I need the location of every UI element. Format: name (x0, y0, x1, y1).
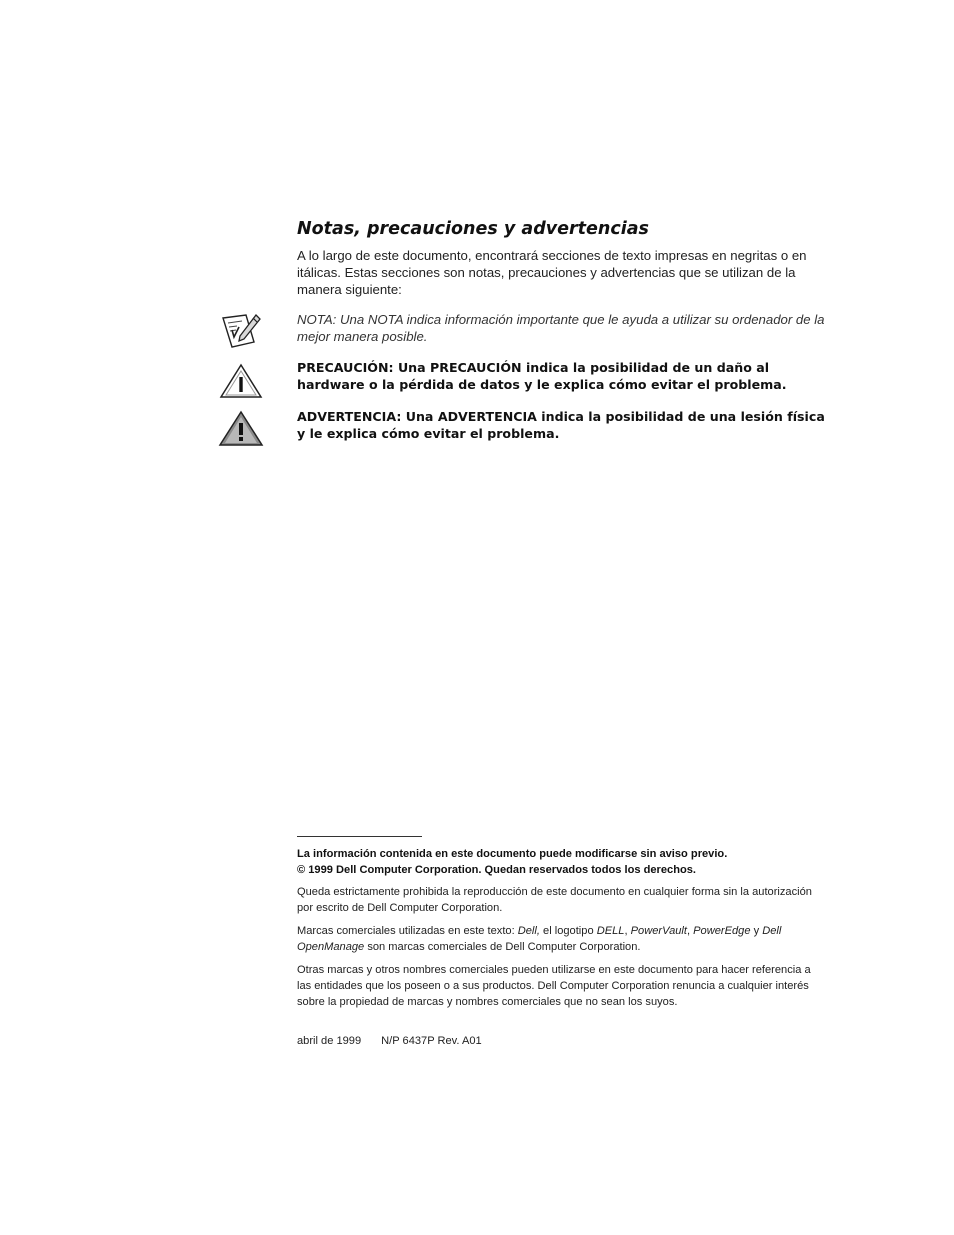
note-text: NOTA: Una NOTA indica información importante que le ayuda a utilizar su ordenador de la mejor manera posible. (297, 312, 825, 344)
legal-notice (297, 846, 827, 878)
document-info (297, 1033, 827, 1049)
footnote-divider (297, 836, 422, 837)
caution-triangle-icon (219, 363, 263, 399)
trademarks-notice: Marcas comerciales utilizadas en este texto: Dell, el logotipo DELL, PowerVault, PowerEdge y Dell OpenManage son marcas comerciales de Dell Computer Corporation. (297, 925, 782, 953)
part-number: N/P 6437P Rev. A01 (381, 1035, 482, 1047)
publication-date: abril de 1999 (297, 1035, 362, 1047)
copyright: © 1999 Dell Computer Corporation. Quedan reservados todos los derechos. (297, 864, 697, 876)
page-title: Notas, precauciones y advertencias (297, 219, 649, 239)
change-notice: La información contenida en este documento puede modificarse sin aviso previo. (297, 848, 728, 860)
warning-triangle-icon (218, 410, 264, 447)
intro-paragraph: A lo largo de este documento, encontrará secciones de texto impresas en negritas o en itálicas. Estas secciones son notas, precauciones y advertencias que se utilizan de la manera siguiente: (297, 248, 807, 297)
other-trademarks-notice: Otras marcas y otros nombres comerciales pueden utilizarse en este documento para hacer referencia a las entidades que los poseen o a sus productos. Dell Computer Corporation renuncia a cualquier interés sobre la propiedad de marcas y nombres comerciales que no sean los suyos. (297, 964, 811, 1008)
reproduction-notice: Queda estrictamente prohibida la reproducción de este documento en cualquier forma sin la autorización por escrito de Dell Computer Corporation. (297, 886, 812, 914)
warning-text: ADVERTENCIA: Una ADVERTENCIA indica la posibilidad de una lesión física y le explica cómo evitar el problema. (297, 409, 825, 441)
caution-text: PRECAUCIÓN: Una PRECAUCIÓN indica la posibilidad de un daño al hardware o la pérdida de datos y le explica cómo evitar el problema. (297, 360, 787, 392)
note-pencil-icon (220, 312, 262, 350)
